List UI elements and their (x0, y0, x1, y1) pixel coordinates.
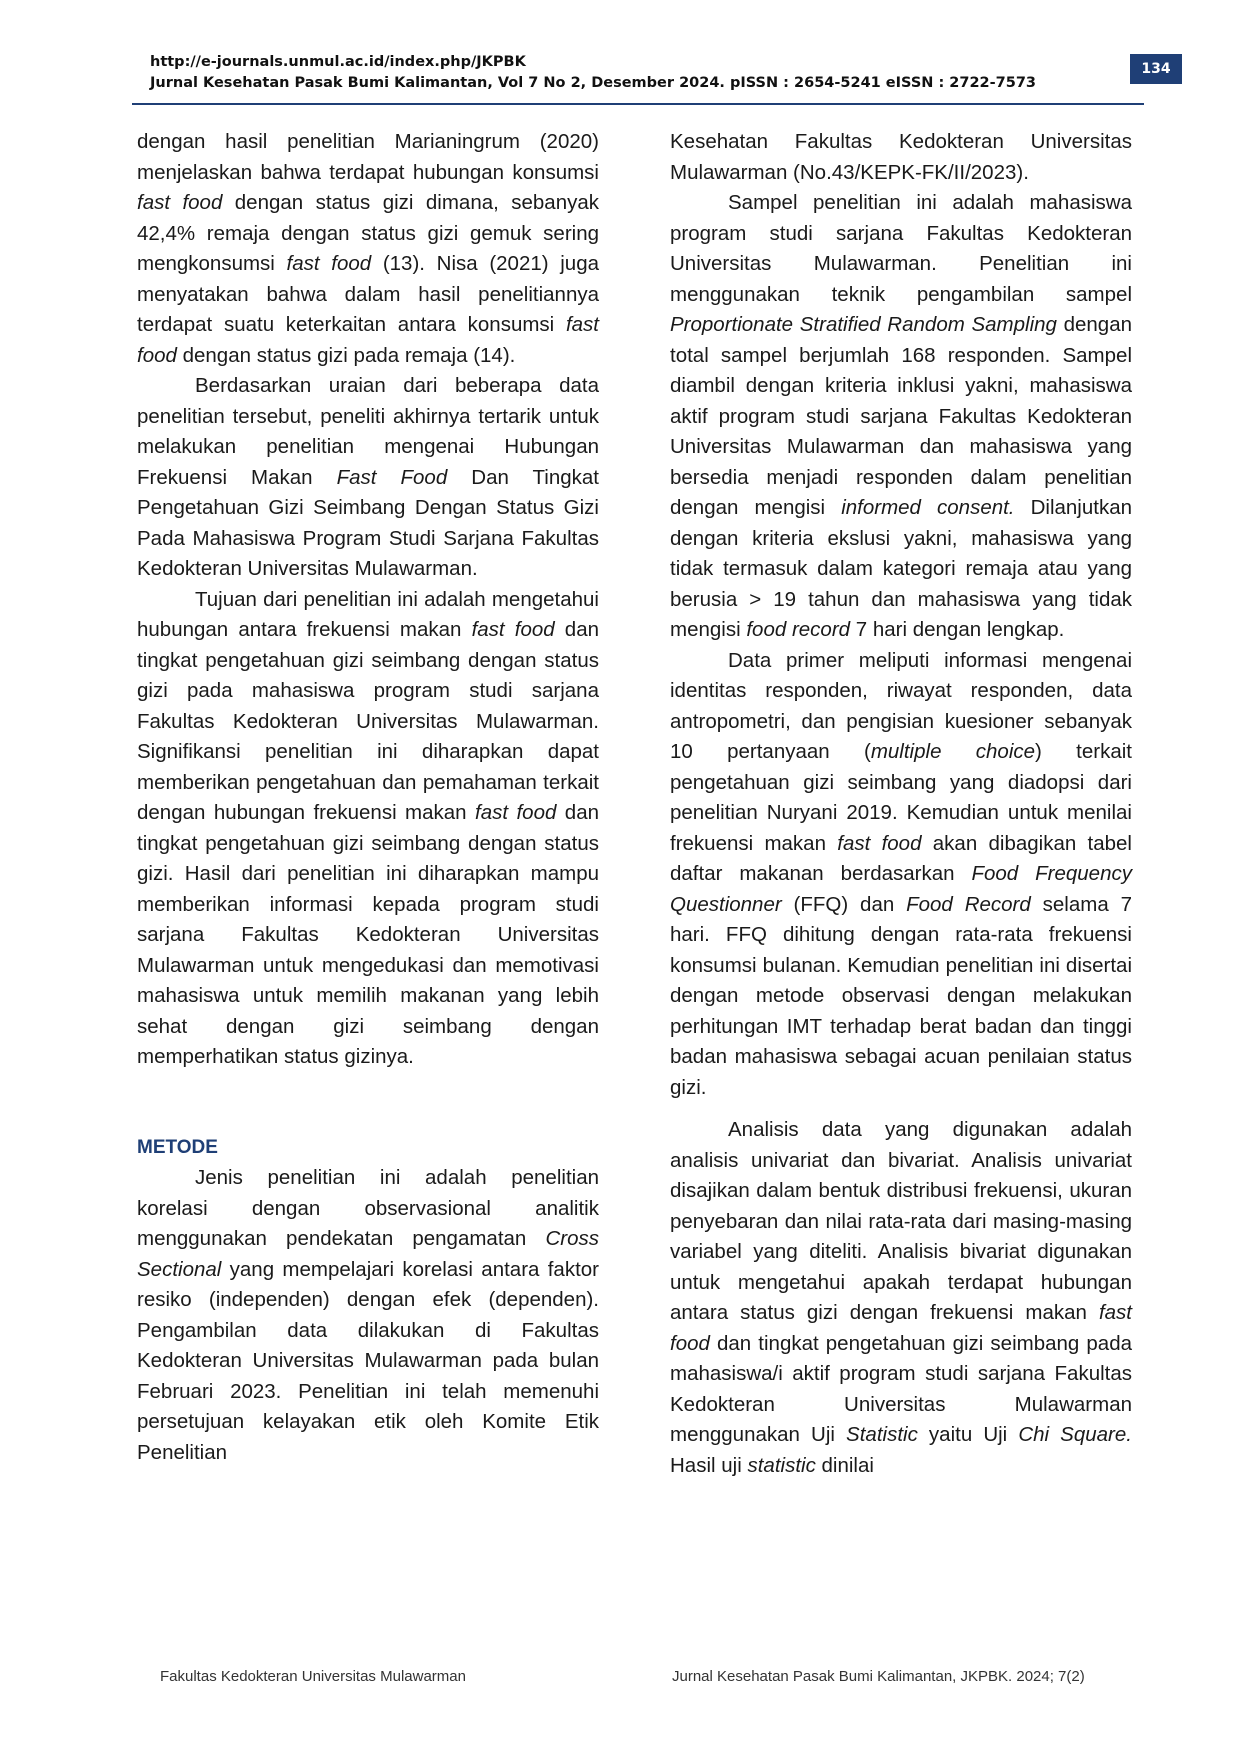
italic-term: fast food (837, 831, 922, 855)
italic-term: food record (746, 618, 851, 641)
italic-term: Food Frequency Questionner (670, 862, 1132, 916)
text-run: Hasil uji (670, 1453, 748, 1477)
text-run: (13). Nisa (2021) juga menyatakan bahwa dalam hasil penelitiannya terdapat suatu keterkaitan antara konsumsi (137, 252, 600, 336)
paragraph (670, 1115, 1132, 1481)
paragraph (137, 371, 599, 585)
footer-right: Jurnal Kesehatan Pasak Bumi Kalimantan, JKPBK. 2024; 7(2) (672, 1668, 1085, 1685)
page-number-badge: 134 (1130, 54, 1182, 84)
text-run: yaitu Uji (917, 1423, 1019, 1446)
paragraph (137, 585, 599, 1073)
text-run: dengan hasil penelitian Marianingrum (2020) menjelaskan bahwa terdapat hubungan konsumsi (137, 130, 599, 184)
text-run: dan tingkat pengetahuan gizi seimbang dengan status gizi. Hasil dari penelitian ini diharapkan mampu memberikan informasi kepada program studi sarjana Fakultas Kedokteran Universitas Mulawarman untuk mengedukasi dan memotivasi mahasiswa untuk memilih makanan yang lebih sehat dengan gizi seimbang dengan memperhatikan status gizinya. (137, 801, 600, 1068)
italic-term: Proportionate Stratified Random Sampling (670, 313, 1057, 336)
text-run: Dilanjutkan dengan kriteria ekslusi yakni, mahasiswa yang tidak termasuk dalam kategori remaja atau yang berusia > 19 tahun dan mahasiswa yang tidak mengisi (670, 496, 1133, 641)
italic-term: Cross Sectional (137, 1227, 599, 1281)
text-run: Data primer meliputi informasi mengenai identitas responden, riwayat responden, data antropometri, dan pengisian kuesioner sebanyak 10 pertanyaan ( (670, 648, 1132, 763)
journal-citation: Jurnal Kesehatan Pasak Bumi Kalimantan, Vol 7 No 2, Desember 2024. pISSN : 2654-5241 eISSN : 2722-7573 (150, 75, 1037, 91)
paragraph (137, 127, 599, 371)
text-run: dinilai (815, 1453, 874, 1477)
paragraph (670, 188, 1132, 646)
text-run: selama 7 hari. FFQ dihitung dengan rata-rata frekuensi konsumsi bulanan. Kemudian penelitian ini disertai dengan metode observasi dengan melakukan perhitungan IMT terhadap berat badan dan tinggi badan mahasiswa sebagai acuan penilaian status gizi. (670, 892, 1132, 1099)
italic-term: fast food (471, 618, 555, 641)
italic-term: Chi Square. (1018, 1423, 1132, 1446)
text-run: Analisis data yang digunakan adalah analisis univariat dan bivariat. Analisis univariat disajikan dalam bentuk distribusi frekuensi, ukuran penyebaran dan nilai rata-rata dari masing-masing variabel yang diteliti. Analisis bivariat digunakan untuk mengetahui apakah terdapat hubungan antara status gizi dengan frekuensi makan (670, 1118, 1132, 1324)
text-run: Tujuan dari penelitian ini adalah mengetahui hubungan antara frekuensi makan (137, 587, 599, 641)
right-column (670, 127, 1132, 1481)
italic-term: informed consent. (841, 496, 1015, 519)
text-run: dan tingkat pengetahuan gizi seimbang dengan status gizi pada mahasiswa program studi sarjana Fakultas Kedokteran Universitas Mulawarman. Signifikansi penelitian ini diharapkan dapat memberikan pengetahuan dan pemahaman terkait dengan hubungan frekuensi makan (137, 618, 599, 824)
left-column (137, 127, 599, 1468)
paragraph (670, 127, 1132, 188)
italic-term: fast food (286, 252, 372, 275)
text-run: Kesehatan Fakultas Kedokteran Universitas Mulawarman (No.43/KEPK-FK/II/2023). (670, 130, 1132, 184)
text-run: dan tingkat pengetahuan gizi seimbang pada mahasiswa/i aktif program studi sarjana Fakultas Kedokteran Universitas Mulawarman menggunakan Uji (670, 1331, 1132, 1446)
text-run: dengan status gizi pada remaja (14). (176, 343, 516, 367)
text-run: ) terkait pengetahuan gizi seimbang yang diadopsi dari penelitian Nuryani 2019. Kemudian untuk menilai frekuensi makan (670, 740, 1132, 855)
italic-term: fast food (137, 313, 599, 367)
italic-term: statistic (747, 1453, 816, 1477)
italic-term: fast food (670, 1301, 1132, 1355)
italic-term: fast food (137, 191, 223, 214)
section-heading: METODE (137, 1136, 218, 1158)
running-header (150, 52, 1036, 94)
footer-left: Fakultas Kedokteran Universitas Mulawarman (160, 1668, 466, 1685)
paragraph (137, 1163, 599, 1468)
text-run: dengan status gizi dimana, sebanyak 42,4% remaja dengan status gizi gemuk sering mengkonsumsi (137, 191, 599, 275)
text-run: Dan Tingkat Pengetahuan Gizi Seimbang Dengan Status Gizi Pada Mahasiswa Program Studi Sarjana Fakultas Kedokteran Universitas Mulawarman. (137, 465, 599, 580)
text-run: yang mempelajari korelasi antara faktor resiko (independen) dengan efek (dependen). Pengambilan data dilakukan di Fakultas Kedokteran Universitas Mulawarman pada bulan Februari 2023. Penelitian ini telah memenuhi persetujuan kelayakan etik oleh Komite Etik Penelitian (137, 1257, 599, 1464)
text-run: Sampel penelitian ini adalah mahasiswa program studi sarjana Fakultas Kedokteran Universitas Mulawarman. Penelitian ini menggunakan teknik pengambilan sampel (670, 191, 1132, 306)
text-run: Jenis penelitian ini adalah penelitian korelasi dengan observasional analitik menggunakan pendekatan pengamatan (137, 1166, 599, 1250)
text-run: akan dibagikan tabel daftar makanan berdasarkan (670, 831, 1132, 885)
text-run: Berdasarkan uraian dari beberapa data penelitian tersebut, peneliti akhirnya tertarik untuk melakukan penelitian mengenai Hubungan Frekuensi Makan (137, 374, 599, 489)
italic-term: Statistic (846, 1423, 918, 1446)
italic-term: fast food (475, 801, 557, 824)
header-divider (132, 103, 1144, 105)
text-run: dengan total sampel berjumlah 168 responden. Sampel diambil dengan kriteria inklusi yakni, mahasiswa aktif program studi sarjana Fakultas Kedokteran Universitas Mulawarman dan mahasiswa yang bersedia menjadi responden dalam penelitian dengan mengisi (670, 313, 1132, 519)
text-run: (FFQ) dan (781, 892, 907, 916)
journal-url[interactable]: http://e-journals.unmul.ac.id/index.php/JKPBK (150, 54, 526, 70)
text-run: 7 hari dengan lengkap. (850, 618, 1065, 641)
italic-term: Food Record (906, 892, 1031, 916)
paragraph (670, 646, 1132, 1104)
italic-term: multiple choice (870, 740, 1036, 763)
italic-term: Fast Food (336, 465, 448, 489)
